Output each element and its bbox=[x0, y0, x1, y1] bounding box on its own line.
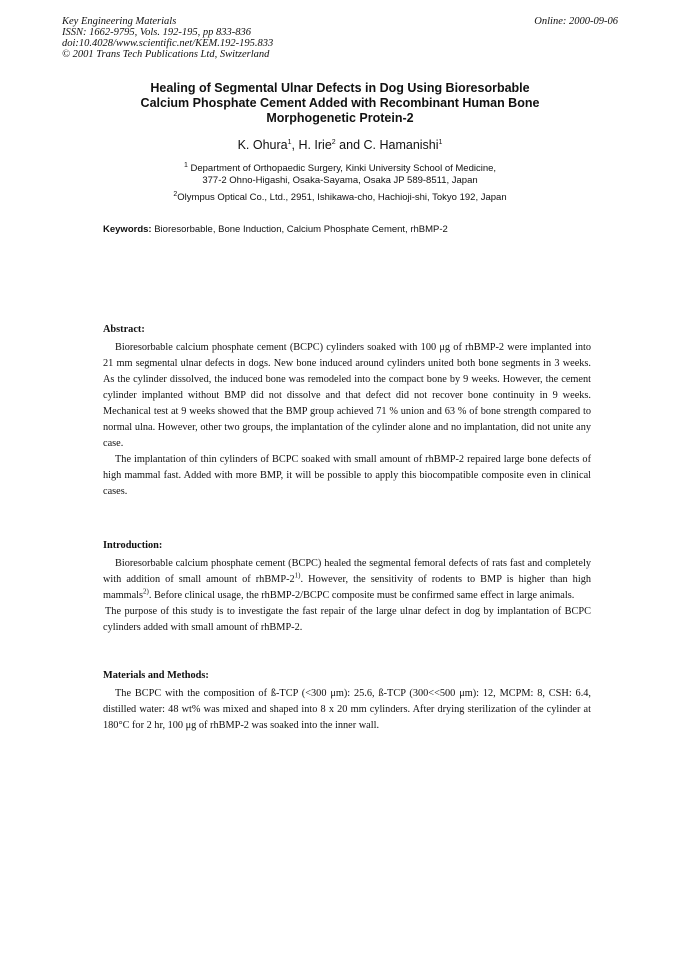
affiliation-text: Department of Orthopaedic Surgery, Kinki University School of Medicine, bbox=[190, 163, 497, 174]
introduction-text: . However, the sensitivity of rodents to BMP is higher than high mammals bbox=[103, 574, 591, 601]
paper-title bbox=[62, 81, 618, 126]
title-line: Morphogenetic Protein-2 bbox=[266, 111, 414, 125]
author-name: , H. Irie bbox=[291, 138, 332, 152]
methods-paragraph: The BCPC with the composition of ß-TCP (<300 μm): 25.6, ß-TCP (300<<500 μm): 12, MCPM: 8, CSH: 6.4, distilled water: 48 wt% was mixed and shaped into 8 x 20 mm cylinders. After drying sterilization of the cylinder at 180°C for 2 hr, 100 μg of rhBMP-2 was soaked into the inner wall. bbox=[103, 688, 591, 731]
online-date: Online: 2000-09-06 bbox=[534, 16, 618, 27]
affiliation-2 bbox=[62, 192, 618, 204]
author-name: and C. Hamanishi bbox=[335, 138, 439, 152]
affiliation-marker: 2 bbox=[331, 138, 336, 146]
title-line: Healing of Segmental Ulnar Defects in Dog Using Bioresorbable bbox=[150, 81, 530, 95]
author-name: K. Ohura bbox=[237, 138, 288, 152]
reference-marker: 1) bbox=[294, 571, 301, 580]
abstract-paragraph: Bioresorbable calcium phosphate cement (BCPC) cylinders soaked with 100 μg of rhBMP-2 were implanted into 21 mm segmental ulnar defects in dogs. New bone induced around cylinders united both bone segments in 3 weeks. As the cylinder dissolved, the induced bone was remodeled into the compact bone by 9 weeks. However, the cement cylinder implanted without BMP did not dissolve and that defect did not recover bone continuity in 9 weeks. Mechanical test at 9 weeks showed that the BMP group achieved 71 % union and 63 % of bone strength compared to normal ulna. However, other two groups, the implantation of the cylinder alone and no implantation, did not unite any case. bbox=[103, 342, 591, 449]
abstract-paragraph: The implantation of thin cylinders of BCPC soaked with small amount of rhBMP-2 repaired large bone defects of high mammal fast. Added with more BMP, it will be possible to apply this biocompatible composite even in clinical cases. bbox=[103, 454, 591, 497]
introduction-paragraph bbox=[103, 556, 591, 604]
title-line: Calcium Phosphate Cement Added with Recombinant Human Bone bbox=[140, 96, 540, 110]
methods-section bbox=[103, 668, 591, 734]
methods-heading: Materials and Methods: bbox=[103, 670, 209, 681]
affiliation-marker: 2 bbox=[173, 190, 178, 198]
keywords-text: Bioresorbable, Bone Induction, Calcium Phosphate Cement, rhBMP-2 bbox=[154, 224, 448, 235]
keywords-line bbox=[103, 224, 623, 235]
introduction-text: Bioresorbable calcium phosphate cement (BCPC) healed the segmental femoral defects of rats fast and completely with addition of small amount of rhBMP-2 bbox=[103, 558, 591, 585]
abstract-section bbox=[103, 322, 591, 500]
issn-line: ISSN: 1662-9795, Vols. 192-195, pp 833-836 bbox=[62, 27, 251, 38]
journal-name: Key Engineering Materials bbox=[62, 16, 177, 27]
abstract-heading: Abstract: bbox=[103, 324, 145, 335]
affiliation-marker: 1 bbox=[183, 161, 188, 169]
doi-link[interactable]: doi:10.4028/www.scientific.net/KEM.192-195.833 bbox=[62, 38, 274, 49]
affiliation-marker: 1 bbox=[287, 138, 292, 146]
affiliation-text: 377-2 Ohno-Higashi, Osaka-Sayama, Osaka JP 589-8511, Japan bbox=[202, 175, 478, 186]
introduction-text: . Before clinical usage, the rhBMP-2/BCPC composite must be confirmed same effect in large animals. bbox=[148, 590, 575, 601]
affiliation-1 bbox=[62, 163, 618, 187]
author-list bbox=[62, 138, 618, 152]
affiliation-text: Olympus Optical Co., Ltd., 2951, Ishikawa-cho, Hachioji-shi, Tokyo 192, Japan bbox=[177, 192, 507, 203]
copyright-line: © 2001 Trans Tech Publications Ltd, Switzerland bbox=[62, 49, 270, 60]
introduction-paragraph: The purpose of this study is to investigate the fast repair of the large ulnar defect in dog by implantation of BCPC cylinders added with small amount of rhBMP-2. bbox=[103, 606, 591, 633]
introduction-heading: Introduction: bbox=[103, 540, 163, 551]
affiliation-marker: 1 bbox=[438, 138, 443, 146]
reference-marker: 2) bbox=[143, 587, 149, 596]
page-header bbox=[62, 16, 618, 60]
keywords-label: Keywords: bbox=[103, 224, 152, 235]
introduction-section bbox=[103, 538, 591, 636]
